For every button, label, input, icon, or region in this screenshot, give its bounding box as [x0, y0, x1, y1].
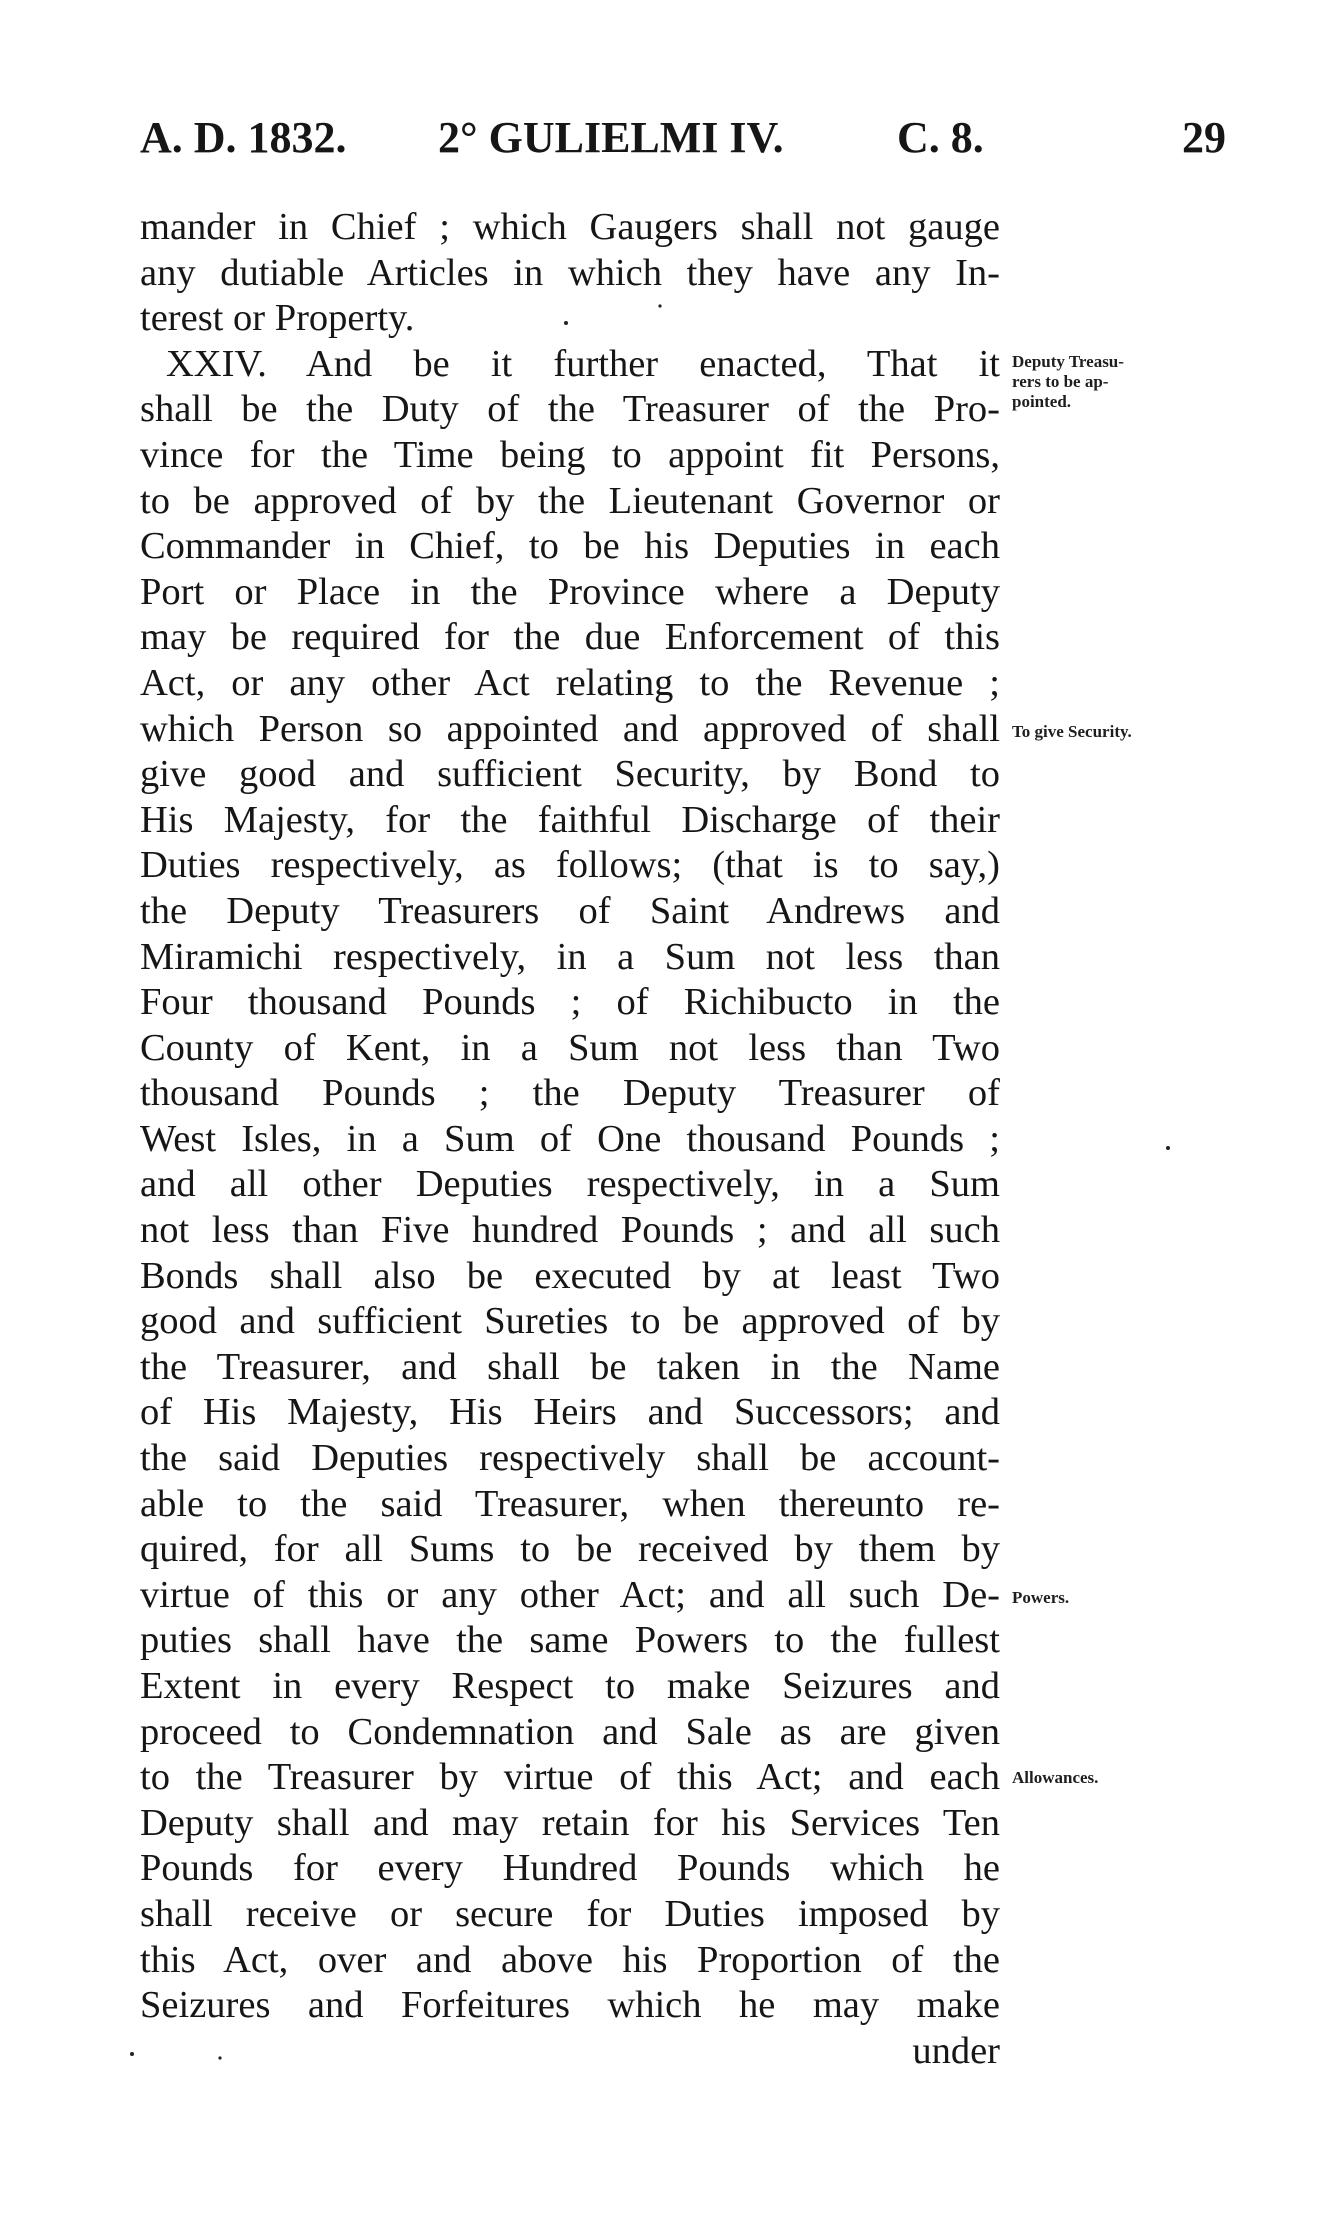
margin-note-security	[1012, 722, 1242, 742]
text-line: give good and sufficient Security, by Bond to	[140, 753, 1000, 796]
text-line: thousand Pounds ; the Deputy Treasurer of	[140, 1072, 1000, 1115]
text-line: quired, for all Sums to be received by them by	[140, 1528, 1000, 1571]
text-line: good and sufficient Sureties to be approved of by	[140, 1300, 1000, 1343]
text-line: the Treasurer, and shall be taken in the Name	[140, 1345, 1000, 1388]
text-line: able to the said Treasurer, when thereunto re-	[140, 1482, 1000, 1525]
text-line: to be approved of by the Lieutenant Governor or	[140, 479, 1000, 522]
text-line: to the Treasurer by virtue of this Act; and each	[140, 1756, 1000, 1799]
text-line: Miramichi respectively, in a Sum not less than	[140, 935, 1000, 978]
text-line: the Deputy Treasurers of Saint Andrews and	[140, 889, 1000, 932]
header-regnal-year: 2° GULIELMI IV.	[438, 113, 784, 162]
text-line: Port or Place in the Province where a Deputy	[140, 570, 1000, 613]
text-line: may be required for the due Enforcement of this	[140, 616, 1000, 659]
text-line: shall be the Duty of the Treasurer of the Pro-	[140, 388, 1000, 431]
margin-note-line: Powers.	[1012, 1588, 1070, 1607]
text-line: vince for the Time being to appoint fit Persons,	[140, 433, 1000, 476]
text-line: mander in Chief ; which Gaugers shall not gauge	[140, 206, 1000, 248]
catchword: under	[912, 2029, 1000, 2072]
text-line: shall receive or secure for Duties imposed by	[140, 1892, 1000, 1935]
ink-speck	[130, 2052, 134, 2056]
text-line: Four thousand Pounds ; of Richibucto in the	[140, 981, 1000, 1024]
text-line: Duties respectively, as follows; (that is to say,)	[140, 844, 1000, 887]
text-line: any dutiable Articles in which they have any In-	[140, 251, 1000, 294]
margin-note-line: rers to be ap-	[1012, 372, 1109, 391]
text-line: virtue of this or any other Act; and all such De-	[140, 1573, 1000, 1616]
text-line: West Isles, in a Sum of One thousand Pounds ;	[140, 1117, 1000, 1160]
margin-note-line: Allowances.	[1012, 1768, 1099, 1787]
text-line: not less than Five hundred Pounds ; and all such	[140, 1209, 1000, 1252]
text-line: Extent in every Respect to make Seizures and	[140, 1665, 1000, 1707]
header-chapter: C. 8.	[897, 113, 984, 162]
text-line: puties shall have the same Powers to the fullest	[140, 1619, 1000, 1662]
text-line: His Majesty, for the faithful Discharge of their	[140, 798, 1000, 841]
section-xxiv-opening-line: XXIV. And be it further enacted, That it	[166, 342, 1000, 385]
margin-note-deputy-treasurers	[1012, 352, 1242, 412]
header-year: A. D. 1832.	[140, 113, 347, 162]
text-line: Act, or any other Act relating to the Revenue ;	[140, 661, 1000, 704]
margin-note-line: To give Security.	[1012, 722, 1132, 741]
margin-note-line: Deputy Treasu-	[1012, 352, 1124, 371]
text-line: County of Kent, in a Sum not less than Two	[140, 1026, 1000, 1069]
margin-note-allowances	[1012, 1768, 1242, 1788]
text-line: proceed to Condemnation and Sale as are given	[140, 1710, 1000, 1753]
text-line: which Person so appointed and approved of shall	[140, 707, 1000, 750]
statute-text	[140, 205, 1000, 2074]
text-line: Commander in Chief, to be his Deputies in each	[140, 525, 1000, 568]
page-number: 29	[1182, 113, 1226, 162]
text-line: the said Deputies respectively shall be account-	[140, 1437, 1000, 1480]
margin-note-powers	[1012, 1588, 1242, 1608]
margin-note-line: pointed.	[1012, 392, 1072, 411]
running-head	[140, 112, 1230, 172]
text-line: Bonds shall also be executed by at least Two	[140, 1254, 1000, 1297]
text-line: Seizures and Forfeitures which he may make	[140, 1984, 1000, 2027]
ink-speck	[1166, 1146, 1170, 1150]
text-line: this Act, over and above his Proportion of the	[140, 1938, 1000, 1981]
text-line: Deputy shall and may retain for his Services Ten	[140, 1801, 1000, 1844]
text-line: Pounds for every Hundred Pounds which he	[140, 1847, 1000, 1890]
text-line: terest or Property.	[140, 297, 415, 340]
text-line: and all other Deputies respectively, in a Sum	[140, 1163, 1000, 1206]
text-line: of His Majesty, His Heirs and Successors; and	[140, 1391, 1000, 1434]
